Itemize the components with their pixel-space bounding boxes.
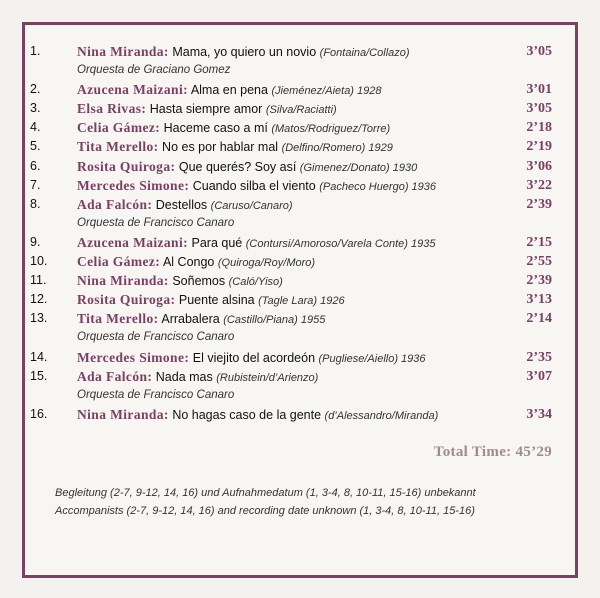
track-title: Hasta siempre amor bbox=[149, 102, 263, 117]
track-artist: Nina Miranda: bbox=[77, 44, 169, 59]
track-artist: Celia Gámez: bbox=[77, 254, 161, 270]
track-artist: Nina Miranda: bbox=[77, 273, 169, 289]
track-duration: 3’22 bbox=[526, 177, 552, 193]
track-body bbox=[77, 80, 382, 101]
track-title: Al Congo bbox=[162, 255, 215, 270]
track-number: 11. bbox=[30, 273, 47, 288]
track-number: 8. bbox=[30, 196, 41, 211]
note-german: Begleitung (2-7, 9-12, 14, 16) und Aufnahmedatum (1, 3-4, 8, 10-11, 15-16) unbekannt bbox=[55, 487, 476, 499]
track-row bbox=[30, 80, 552, 99]
track-credit: (d’Alessandro/Miranda) bbox=[324, 409, 439, 422]
track-credit: (Rubistein/d’Arienzo) bbox=[216, 371, 319, 384]
track-duration: 2’19 bbox=[526, 139, 552, 155]
track-row bbox=[30, 99, 552, 118]
track-number: 16. bbox=[30, 406, 48, 421]
track-body bbox=[77, 137, 393, 158]
track-row bbox=[30, 176, 552, 195]
track-body bbox=[77, 42, 410, 63]
track-body bbox=[77, 195, 293, 216]
track-duration: 3’07 bbox=[526, 368, 552, 384]
track-duration: 2’18 bbox=[526, 120, 552, 136]
track-artist: Azucena Maizani: bbox=[77, 82, 189, 98]
track-row bbox=[30, 252, 552, 271]
track-number: 2. bbox=[30, 82, 41, 97]
track-number: 10. bbox=[30, 254, 48, 269]
track-body bbox=[77, 405, 438, 426]
track-row bbox=[30, 405, 552, 424]
track-credit: (Pugliese/Aiello) 1936 bbox=[318, 352, 426, 365]
note-english: Accompanists (2-7, 9-12, 14, 16) and recording date unknown (1, 3-4, 8, 10-11, 15-16) bbox=[55, 505, 475, 517]
track-number: 4. bbox=[30, 120, 41, 135]
track-credit: (Silva/Raciatti) bbox=[265, 104, 337, 117]
track-title: Alma en pena bbox=[190, 83, 268, 98]
track-duration: 3’34 bbox=[526, 406, 552, 422]
track-credit: (Quiroga/Roy/Moro) bbox=[217, 257, 316, 270]
track-duration: 2’15 bbox=[526, 234, 552, 250]
track-body bbox=[77, 233, 435, 254]
track-row bbox=[30, 367, 552, 386]
track-number: 13. bbox=[30, 311, 48, 326]
track-list bbox=[30, 42, 552, 424]
track-duration: 2’55 bbox=[526, 254, 552, 270]
track-duration: 3’06 bbox=[526, 158, 552, 174]
track-body bbox=[77, 118, 390, 139]
track-artist: Mercedes Simone: bbox=[77, 177, 190, 193]
track-row bbox=[30, 233, 552, 252]
track-title: No es por hablar mal bbox=[162, 140, 279, 155]
track-title: No hagas caso de la gente bbox=[172, 407, 322, 422]
track-artist: Tita Merello: bbox=[77, 311, 159, 327]
track-body bbox=[77, 252, 315, 273]
track-title: Nada mas bbox=[155, 369, 213, 384]
track-title: Para qué bbox=[191, 235, 243, 250]
track-title: Arrabalera bbox=[161, 312, 220, 327]
track-title: El viejito del acordeón bbox=[192, 350, 316, 365]
track-body bbox=[77, 290, 345, 311]
track-body bbox=[77, 271, 283, 292]
track-artist: Rosita Quiroga: bbox=[77, 292, 176, 308]
track-orchestra: Orquesta de Graciano Gomez bbox=[77, 64, 231, 77]
track-body bbox=[77, 176, 436, 197]
track-row bbox=[30, 157, 552, 176]
track-orchestra: Orquesta de Francisco Canaro bbox=[77, 331, 235, 344]
track-artist: Azucena Maizani: bbox=[77, 234, 189, 250]
track-row bbox=[30, 118, 552, 137]
track-credit: (Castillo/Piana) 1955 bbox=[223, 314, 326, 327]
track-row bbox=[30, 348, 552, 367]
track-credit: (Gimenez/Donato) 1930 bbox=[299, 161, 418, 174]
track-row bbox=[30, 309, 552, 328]
track-artist: Rosita Quiroga: bbox=[77, 158, 176, 174]
track-duration: 2’39 bbox=[526, 273, 552, 289]
track-body bbox=[77, 348, 426, 369]
track-title: Puente alsina bbox=[178, 293, 255, 308]
notes bbox=[55, 484, 555, 520]
track-body bbox=[77, 157, 417, 178]
track-title: Soñemos bbox=[172, 274, 226, 289]
track-artist: Elsa Rivas: bbox=[77, 101, 147, 117]
track-row bbox=[30, 42, 552, 61]
track-row bbox=[30, 290, 552, 309]
track-credit: (Contursi/Amoroso/Varela Conte) 1935 bbox=[245, 237, 436, 250]
track-title: Mama, yo quiero un novio bbox=[172, 45, 317, 59]
track-orchestra: Orquesta de Francisco Canaro bbox=[77, 216, 235, 229]
track-body bbox=[77, 99, 337, 120]
track-credit: (Fontaina/Collazo) bbox=[319, 47, 410, 59]
track-credit: (Matos/Rodriguez/Torre) bbox=[271, 123, 391, 136]
track-artist: Ada Falcón: bbox=[77, 368, 153, 384]
track-duration: 3’01 bbox=[526, 82, 552, 98]
track-credit: (Caruso/Canaro) bbox=[210, 199, 293, 212]
track-artist: Nina Miranda: bbox=[77, 406, 169, 422]
track-artist: Ada Falcón: bbox=[77, 196, 153, 212]
track-number: 14. bbox=[30, 349, 48, 364]
track-row bbox=[30, 271, 552, 290]
track-number: 3. bbox=[30, 101, 41, 116]
track-number: 1. bbox=[30, 44, 41, 58]
track-duration: 3’05 bbox=[526, 101, 552, 117]
track-credit: (Caló/Yiso) bbox=[228, 276, 283, 289]
track-number: 5. bbox=[30, 139, 41, 154]
track-title: Destellos bbox=[155, 197, 208, 212]
track-number: 7. bbox=[30, 177, 41, 192]
track-credit: (Jieménez/Aieta) 1928 bbox=[271, 85, 382, 98]
track-credit: (Pacheco Huergo) 1936 bbox=[319, 180, 437, 193]
track-body bbox=[77, 309, 325, 330]
track-row bbox=[30, 137, 552, 156]
track-number: 6. bbox=[30, 158, 41, 173]
track-duration: 3’13 bbox=[526, 292, 552, 308]
track-duration: 2’35 bbox=[526, 349, 552, 365]
track-number: 12. bbox=[30, 292, 48, 307]
track-orchestra: Orquesta de Francisco Canaro bbox=[77, 388, 235, 401]
track-credit: (Delfino/Romero) 1929 bbox=[281, 142, 393, 155]
track-duration: 2’39 bbox=[526, 196, 552, 212]
track-artist: Tita Merello: bbox=[77, 139, 159, 155]
track-number: 9. bbox=[30, 234, 41, 249]
track-row bbox=[30, 195, 552, 214]
track-duration: 3’05 bbox=[526, 44, 552, 59]
track-number: 15. bbox=[30, 368, 48, 383]
track-credit: (Tagle Lara) 1926 bbox=[258, 295, 345, 308]
total-time: Total Time: 45’29 bbox=[433, 444, 552, 460]
track-title: Que querés? Soy así bbox=[178, 159, 297, 174]
track-title: Cuando silba el viento bbox=[192, 178, 316, 193]
track-body bbox=[77, 367, 318, 388]
track-artist: Celia Gámez: bbox=[77, 120, 161, 136]
track-duration: 2’14 bbox=[526, 311, 552, 327]
track-artist: Mercedes Simone: bbox=[77, 349, 190, 365]
track-title: Haceme caso a mí bbox=[163, 121, 268, 136]
